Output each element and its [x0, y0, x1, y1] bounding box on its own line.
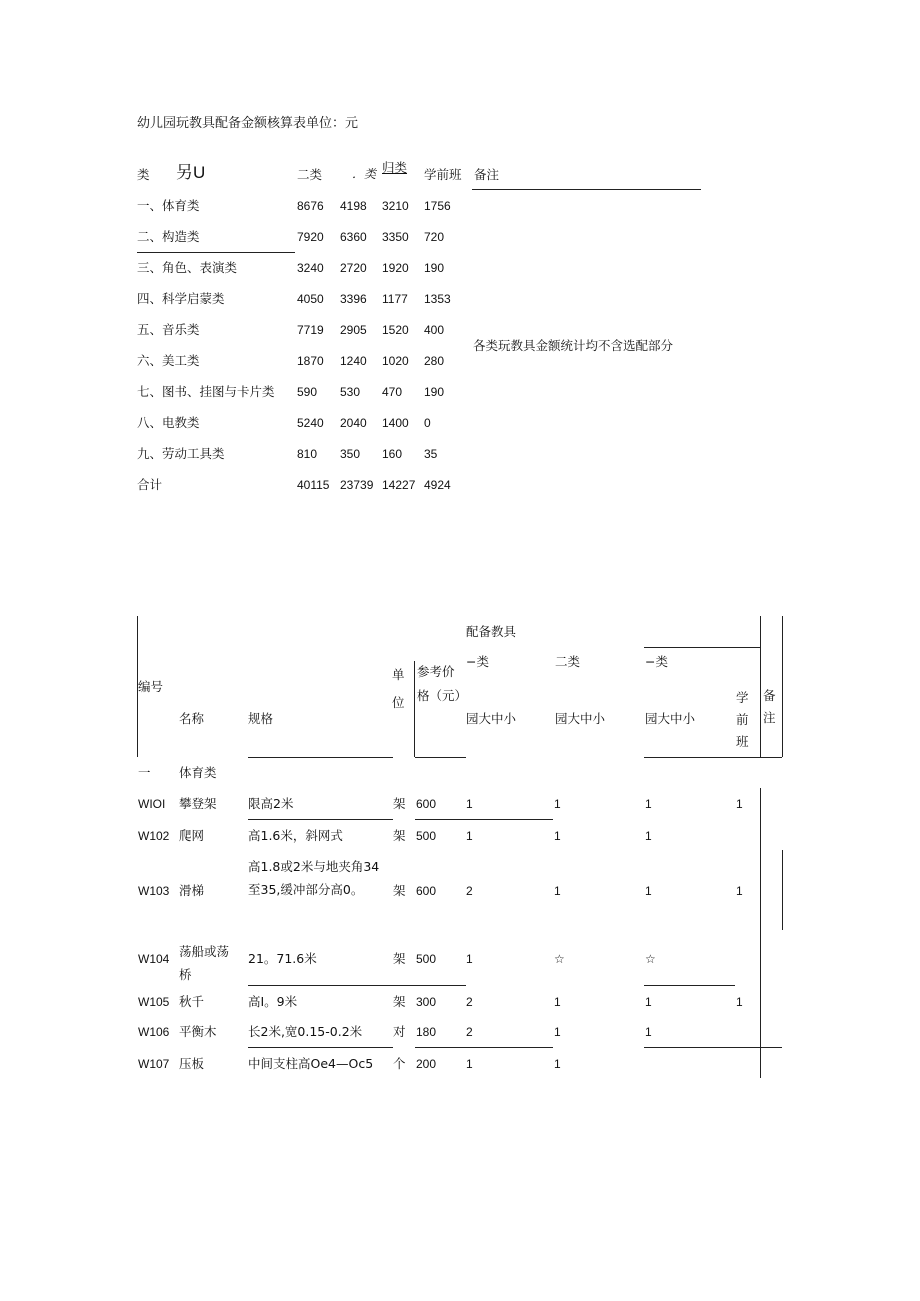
row-qty-preschool: 1	[736, 995, 743, 1009]
row-amount-col-2: 2905	[340, 323, 367, 337]
row-unit: 架	[393, 796, 406, 811]
class3-header-rule	[644, 757, 782, 758]
row-qty-class-1: 1	[466, 952, 473, 966]
body-rule	[248, 1047, 393, 1048]
row-qty-class-3: ☆	[645, 952, 656, 966]
row-amount-col-4: 1756	[424, 199, 451, 213]
document-title: 幼儿园玩教具配备金额核算表单位：元	[137, 116, 359, 131]
row-spec: 21。71.6米	[248, 951, 317, 966]
row-code: W105	[138, 995, 170, 1009]
header-category-suffix: 另U	[176, 163, 206, 182]
body-rule	[415, 1047, 553, 1048]
row-divider	[137, 252, 295, 253]
row-category-name: 五、音乐类	[137, 322, 200, 337]
row-category-name: 七、图书、挂图与卡片类	[137, 384, 275, 399]
row-price: 600	[416, 797, 437, 811]
row-amount-col-1: 3240	[297, 261, 324, 275]
row-category-name: 一、体育类	[137, 198, 200, 213]
row-unit: 架	[393, 951, 406, 966]
header-reference-price: 参考价格（元）	[417, 664, 468, 703]
row-amount-col-4: 280	[424, 354, 445, 368]
row-spec: 中间支柱高Oe4—Oc5	[248, 1056, 374, 1071]
row-qty-class-1: 2	[466, 884, 473, 898]
row-name: 爬网	[179, 828, 205, 843]
header-class-3: −类	[645, 654, 668, 669]
row-amount-col-3: 1520	[382, 323, 409, 337]
row-code: W104	[138, 952, 170, 966]
spec-header-rule	[248, 757, 393, 758]
note-underline	[472, 189, 701, 190]
header-col-3: 归类	[382, 160, 408, 175]
row-amount-col-4: 35	[424, 447, 438, 461]
body-rule	[248, 985, 466, 986]
section-name: 体育类	[179, 765, 217, 780]
row-name: 荡船或荡桥	[179, 944, 230, 982]
row-qty-class-1: 1	[466, 829, 473, 843]
row-category-name: 三、角色、表演类	[137, 260, 238, 275]
note-text: 各类玩教具金额统计均不含选配部分	[473, 338, 674, 353]
row-unit: 架	[393, 828, 406, 843]
table-left-border	[137, 616, 138, 757]
row-qty-class-2: 1	[554, 884, 561, 898]
row-qty-class-3: 1	[645, 1025, 652, 1039]
row-qty-class-2: 1	[554, 1025, 561, 1039]
row-amount-col-4: 400	[424, 323, 445, 337]
row-price: 600	[416, 884, 437, 898]
header-remarks: 备注	[763, 688, 776, 725]
row-category-name: 合计	[137, 477, 163, 492]
table-right-border	[782, 616, 783, 757]
row-price: 500	[416, 829, 437, 843]
row-amount-col-1: 40115	[297, 478, 330, 492]
row-amount-col-1: 8676	[297, 199, 324, 213]
row-spec: 高1.8或2米与地夹角34至35,缓冲部分高0。	[248, 859, 380, 897]
row-category-name: 二、构造类	[137, 229, 200, 244]
row-amount-col-2: 23739	[340, 478, 374, 492]
row-price: 180	[416, 1025, 437, 1039]
row-amount-col-1: 5240	[297, 416, 324, 430]
row-code: WIOI	[138, 797, 166, 811]
row-spec: 高1.6米，斜网式	[248, 828, 343, 843]
row-qty-class-1: 2	[466, 1025, 473, 1039]
row-unit: 架	[393, 994, 406, 1009]
row-qty-class-3: 1	[645, 884, 652, 898]
header-code: 编号	[138, 679, 164, 694]
row-qty-preschool: 1	[736, 884, 743, 898]
header-note: 备注	[474, 167, 500, 182]
body-rule	[415, 819, 553, 820]
row-category-name: 六、美工类	[137, 353, 200, 368]
row-unit: 对	[393, 1024, 406, 1039]
row-category-name: 九、劳动工具类	[137, 446, 225, 461]
row-price: 500	[416, 952, 437, 966]
header-preschool: 学前班	[736, 690, 749, 749]
row-unit: 个	[393, 1056, 406, 1071]
header-col-4: 学前班	[424, 167, 462, 182]
row-amount-col-3: 3210	[382, 199, 409, 213]
row-amount-col-2: 2040	[340, 416, 367, 430]
body-vertical-rule	[782, 850, 783, 930]
row-amount-col-4: 0	[424, 416, 431, 430]
row-code: W106	[138, 1025, 170, 1039]
row-amount-col-4: 4924	[424, 478, 451, 492]
row-amount-col-2: 350	[340, 447, 361, 461]
row-amount-col-3: 1177	[382, 292, 408, 306]
row-code: W107	[138, 1057, 170, 1071]
row-spec: 长2米,宽0.15-0.2米	[248, 1024, 363, 1039]
header-class-2: 二类	[555, 654, 581, 669]
header-sub-1: 园大中小	[466, 711, 517, 726]
row-amount-col-4: 720	[424, 230, 445, 244]
row-name: 压板	[179, 1056, 205, 1071]
price-left-border	[414, 661, 415, 757]
row-qty-class-2: 1	[554, 797, 561, 811]
header-sub-2: 园大中小	[555, 711, 606, 726]
row-amount-col-4: 190	[424, 261, 445, 275]
row-amount-col-3: 3350	[382, 230, 409, 244]
row-qty-class-2: 1	[554, 995, 561, 1009]
row-price: 200	[416, 1057, 437, 1071]
row-amount-col-1: 4050	[297, 292, 324, 306]
row-qty-class-1: 1	[466, 1057, 473, 1071]
row-price: 300	[416, 995, 437, 1009]
row-name: 滑梯	[179, 883, 205, 898]
group-rule	[644, 647, 760, 648]
row-amount-col-4: 1353	[424, 292, 451, 306]
row-qty-class-1: 2	[466, 995, 473, 1009]
header-unit: 单位	[392, 667, 405, 710]
row-category-name: 四、科学启蒙类	[137, 291, 225, 306]
row-spec: 高I。9米	[248, 994, 298, 1009]
row-amount-col-3: 1400	[382, 416, 409, 430]
row-amount-col-3: 14227	[382, 478, 416, 492]
row-amount-col-2: 6360	[340, 230, 367, 244]
body-rule	[248, 819, 393, 820]
row-qty-class-2: 1	[554, 829, 561, 843]
price-header-rule	[415, 757, 466, 758]
section-number: 一	[138, 765, 151, 780]
row-unit: 架	[393, 883, 406, 898]
row-amount-col-3: 160	[382, 447, 403, 461]
row-amount-col-3: 470	[382, 385, 403, 399]
row-spec: 限高2米	[248, 796, 294, 811]
row-amount-col-2: 3396	[340, 292, 367, 306]
row-amount-col-1: 7719	[297, 323, 324, 337]
header-name: 名称	[179, 711, 205, 726]
row-amount-col-1: 1870	[297, 354, 324, 368]
header-class-1: −类	[466, 654, 489, 669]
row-amount-col-4: 190	[424, 385, 445, 399]
row-name: 秋千	[179, 994, 205, 1009]
row-code: W102	[138, 829, 170, 843]
header-category: 类	[137, 167, 150, 182]
row-amount-col-2: 4198	[340, 199, 367, 213]
row-amount-col-2: 1240	[340, 354, 367, 368]
row-amount-col-3: 1920	[382, 261, 409, 275]
row-name: 平衡木	[179, 1024, 217, 1039]
row-qty-class-3: 1	[645, 995, 652, 1009]
body-rule	[644, 1047, 782, 1048]
header-spec: 规格	[248, 711, 274, 726]
row-amount-col-1: 810	[297, 447, 318, 461]
row-amount-col-2: 530	[340, 385, 361, 399]
remarks-left-border	[760, 616, 761, 757]
row-amount-col-1: 590	[297, 385, 318, 399]
header-col-2: ．类	[352, 167, 377, 181]
body-vertical-rule	[760, 788, 761, 1078]
row-qty-class-3: 1	[645, 829, 652, 843]
row-code: W103	[138, 884, 170, 898]
row-name: 攀登架	[179, 796, 217, 811]
row-qty-class-2: 1	[554, 1057, 561, 1071]
header-col-1: 二类	[297, 167, 323, 182]
row-amount-col-3: 1020	[382, 354, 409, 368]
row-amount-col-1: 7920	[297, 230, 324, 244]
row-qty-class-1: 1	[466, 797, 473, 811]
header-sub-3: 园大中小	[645, 711, 696, 726]
header-equipment-group: 配备教具	[466, 624, 517, 639]
row-category-name: 八、电教类	[137, 415, 200, 430]
row-qty-preschool: 1	[736, 797, 743, 811]
row-qty-class-2: ☆	[554, 952, 565, 966]
row-amount-col-2: 2720	[340, 261, 367, 275]
body-rule	[644, 985, 735, 986]
row-qty-class-3: 1	[645, 797, 652, 811]
